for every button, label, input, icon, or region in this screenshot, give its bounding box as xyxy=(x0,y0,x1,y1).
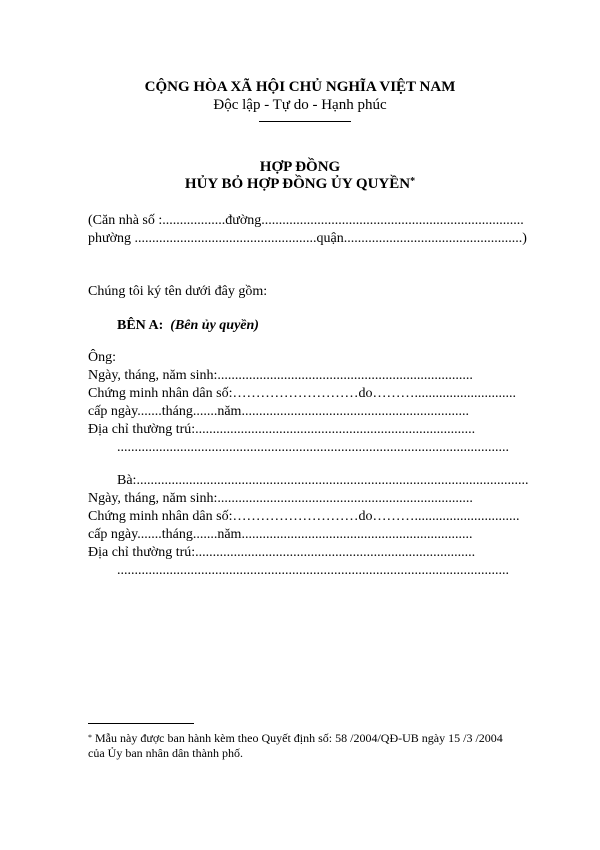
intro-text: Chúng tôi ký tên dưới đây gồm: xyxy=(88,284,268,299)
person2-id: Chứng minh nhân dân số:………………………do……….............................. xyxy=(88,509,520,524)
address-line-2: phường ....................................................quận...................................................) xyxy=(88,231,527,246)
document-title: HỢP ĐỒNG xyxy=(259,159,341,175)
footnote-divider xyxy=(88,723,194,724)
country-name: CỘNG HÒA XÃ HỘI CHỦ NGHĨA VIỆT NAM xyxy=(144,79,456,95)
document-subtitle xyxy=(0,176,600,192)
address-line-1: (Căn nhà số :..................đường........................................................................... xyxy=(88,213,524,228)
footnote-mark: * xyxy=(88,733,92,742)
footnote-line-2: của Ủy ban nhân dân thành phố. xyxy=(88,746,243,760)
national-motto: Độc lập - Tự do - Hạnh phúc xyxy=(213,97,387,113)
person1-address: Địa chỉ thường trú:................................................................................ xyxy=(88,422,476,437)
person2-dob: Ngày, tháng, năm sinh:......................................................................... xyxy=(88,491,473,506)
title-footnote-mark: * xyxy=(410,176,416,187)
header-divider xyxy=(259,121,351,122)
footnote-line-1 xyxy=(88,731,503,745)
person2-address-cont: ................................................................................................................ xyxy=(117,563,509,578)
person1-dob: Ngày, tháng, năm sinh:......................................................................... xyxy=(88,368,473,383)
party-a-label: BÊN A: xyxy=(117,318,164,333)
party-a-heading xyxy=(117,318,259,334)
footnote-text-1: Mẫu này được ban hành kèm theo Quyết định số: 58 /2004/QĐ-UB ngày 15 /3 /2004 xyxy=(95,731,503,745)
person1-id: Chứng minh nhân dân số:………………………do………............................. xyxy=(88,386,516,401)
person1-address-cont: ................................................................................................................ xyxy=(117,440,509,455)
person2-issued: cấp ngày.......tháng.......năm.................................................................. xyxy=(88,527,473,542)
person1-issued: cấp ngày.......tháng.......năm................................................................. xyxy=(88,404,469,419)
document-subtitle-text: HỦY BỎ HỢP ĐỒNG ỦY QUYỀN xyxy=(184,176,411,192)
person2-address: Địa chỉ thường trú:................................................................................ xyxy=(88,545,476,560)
person2-title: Bà:................................................................................................................ xyxy=(117,473,529,488)
person1-title: Ông: xyxy=(88,350,116,365)
party-a-role: (Bên ủy quyền) xyxy=(170,318,259,333)
